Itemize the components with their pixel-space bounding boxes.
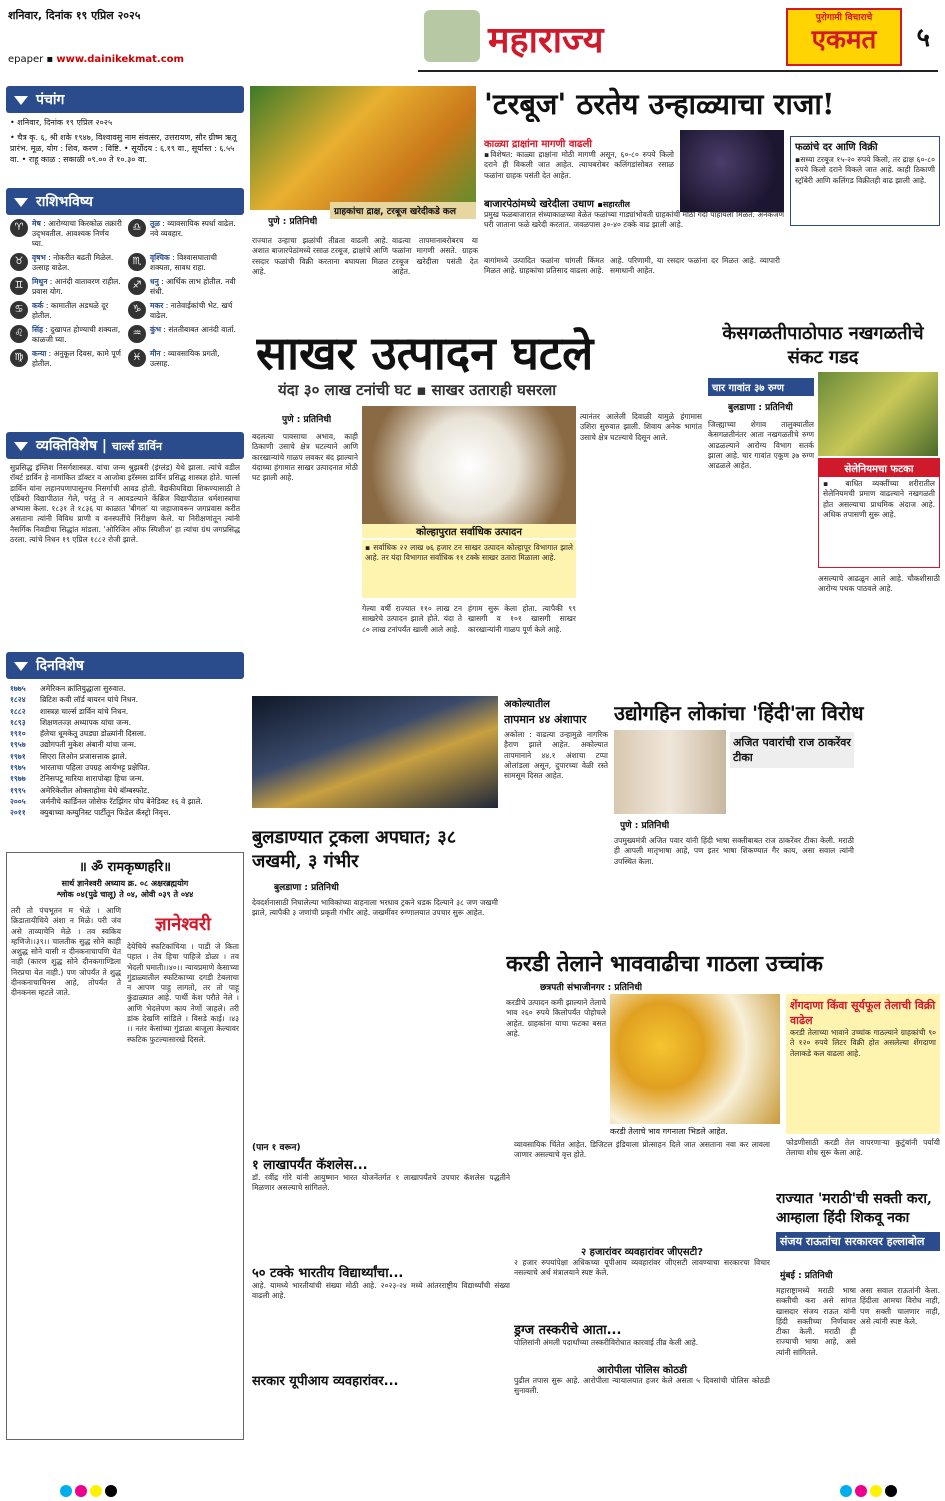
sugar-body-col4: त्यानंतर आलेली दिवाळी यामुळे हंगामास उशिरा सुरुवात झाली. शिवाय अनेक भागांत उसाचे क्षेत्र घटल्याचे दिसून आले.: [580, 412, 702, 442]
dinvishesh-year: १९५७: [10, 740, 26, 750]
dinvishesh-text: क्युबाच्या कम्युनिस्ट पार्टीतून फिडेल कॅस्ट्रो निवृत्त.: [40, 808, 171, 818]
kesgalti-byline: बुलडाणा : प्रतिनिधी: [728, 403, 793, 413]
rashi-text: मिथुन : आनंदी वातावरण राहील. प्रवास योग.: [32, 277, 121, 296]
oil-body: करडीचे उत्पादन कमी झाल्याने तेलाचे भाव २६० रुपये किलोपर्यंत पोहोचले आहेत. ग्राहकांना याचा फटका बसत आहे.: [506, 998, 606, 1038]
rashi-item: [128, 253, 240, 273]
continued-b3: व्यावसायिक चिंतेत आहेत. डिजिटल इंडियाला प्रोत्साहन दिले जात असताना नवा कर लावला जाणार असल्याचे वृत्त होते.: [514, 1140, 770, 1160]
dinvishesh-text: जर्मनीचे कार्डिनल जोसेफ रॅटझिंगर पोप बेनेडिक्ट १६ वे झाले.: [40, 796, 203, 806]
marathi-kicker: संजय राऊतांचा सरकारवर हल्लाबोल: [776, 1232, 940, 1251]
sugar-byline: पुणे : प्रतिनिधी: [282, 415, 332, 425]
dinvishesh-item: [10, 706, 240, 717]
sugar-subhead: यंदा ३० लाख टनांची घट ▪ साखर उताराही घसरला: [278, 381, 557, 399]
rashi-text: तूळ : व्यावसायिक स्पर्धा वाढेल. नवे व्यवहार.: [150, 219, 236, 238]
rashi-text: वृश्चिक : विश्वासघाताची शक्यता, सावध राहा.: [150, 253, 217, 272]
rashi-desc: आर्थिक लाभ होतील. नवी संधी.: [150, 277, 236, 296]
rashi-text: धनु : आर्थिक लाभ होतील. नवी संधी.: [150, 277, 236, 296]
rashi-name: कर्क: [32, 301, 44, 310]
rashi-text: सिंह : दुखापत होण्याची शक्यता, काळजी घ्या.: [32, 325, 121, 344]
vyakti-body: सुप्रसिद्ध इंग्लिश निसर्गशास्त्रज्ञ. यांचा जन्म श्रुझबरी (इंग्लंड) येथे झाला. त्यांचे वडील रॉबर्ट डार्विन हे नामांकित डॉक्टर व आजोबा इरॅस्मस डार्विन प्रसिद्ध शास्त्रज्ञ होते. चार्ल्स डार्विन यांना लहानपणापासूनच निसर्गाची आवड होती. वैद्यकीयविद्या शिकण्यासाठी ते एडिंबरो विद्यापीठात गेले, परंतु ते न आवडल्याने केंब्रिज विद्यापीठात धर्मशास्त्राचा अभ्यास केला. १८३१ ते १८३६ या काळात 'बीगल' या जहाजावरून जगप्रवास करीत असताना त्यांनी विविध प्राणी व वनस्पतींचे निरीक्षण केले. या निरीक्षणांतून त्यांनी नैसर्गिक निवडीचा सिद्धांत मांडला. 'ओरिजिन ऑफ स्पिशीज' हा त्यांचा ग्रंथ जगप्रसिद्ध ठरला. त्यांचे निधन १९ एप्रिल १८८२ रोजी झाले.: [10, 463, 240, 545]
tarbuj-body-col1: राज्यात उन्हाचा झळांची तीव्रता वाढली आहे. अशात बाजारपेठांमध्ये रसाळ टरबूज, द्राक्षांचे आणि रसदार फळांची विक्री करताना बघायला मिळत आहे.: [252, 236, 388, 276]
tarbuj-sub2-place: ▪सहारतील: [597, 200, 630, 209]
registration-marks-right: [840, 1485, 897, 1497]
rashi-item: [128, 219, 240, 249]
fruit-photo-caption: ग्राहकांचा द्राक्ष, टरबूज खरेदीकडे कल: [330, 202, 476, 219]
rashi-name: मिथुन: [32, 277, 48, 286]
rashi-item: [10, 277, 122, 297]
rashi-name: कन्या: [32, 349, 47, 358]
continued-b5: पोलिसांनी अंमली पदार्थांच्या तस्करीविरोधात कारवाई तीव्र केली आहे.: [514, 1338, 699, 1347]
black-dot: [105, 1485, 117, 1497]
brand-logo: [786, 8, 902, 66]
dinvishesh-text: हॅलेचा धूमकेतू उघड्या डोळ्यांनी दिसला.: [40, 729, 147, 739]
sugar-body-col3: हंगाम सुरू केला होता. त्यापैकी ९९ खासगी व १०१ खासगी साखर कारखान्यांनी गाळप पूर्ण केले आहे.: [468, 604, 576, 634]
dinvishesh-text: ब्रिटिश कवी लॉर्ड बायरन यांचे निधन.: [40, 695, 139, 705]
oil-byline: छत्रपती संभाजीनगर : प्रतिनिधी: [540, 983, 643, 993]
arrow-icon: [14, 442, 28, 451]
zodiac-icon: ♐: [128, 277, 146, 295]
tarbuj-body-col4: आहे. परिणामी, या रसदार फळांना दर मिळत आहे. व्यापारी समाधानी आहेत.: [610, 256, 780, 276]
yellow-dot: [870, 1485, 882, 1497]
tarbuj-body-col3: बागांमध्ये उत्पादित फळांना चांगली किंमत मिळत आहे. ग्राहकांचा प्रतिसाद वाढला आहे.: [484, 256, 604, 276]
tarbuj-byline: पुणे : प्रतिनिधी: [268, 217, 318, 227]
arrow-icon: [14, 662, 28, 671]
rashi-grid: [6, 215, 244, 373]
tarbuj-headline: 'टरबूज' ठरतेय उन्हाळ्याचा राजा!: [484, 87, 835, 121]
dinvishesh-year: १९९५: [10, 785, 26, 795]
dinvishesh-item: [10, 807, 240, 818]
continued-h1: १ लाखापर्यंत कॅशलेस...: [252, 1158, 368, 1173]
continued-section: [252, 1140, 510, 1440]
dinvishesh-item: [10, 717, 240, 728]
arrow-icon: [14, 96, 28, 105]
zodiac-icon: ♑: [128, 301, 146, 319]
sugar-body-col2: गेल्या वर्षी राज्यात ११० लाख टन साखरेचे उत्पादन झाले होते. यंदा ते ८० लाख टनांपर्यंत खाली आले आहे.: [362, 604, 462, 634]
rashi-name: मेष: [32, 219, 41, 228]
sugar-caption-box: [362, 540, 576, 598]
sugar-caption-body: ▪ सर्वाधिक २२ लाख ७६ हजार टन साखर उत्पादन कोल्हापूर विभागात झाले आहे. तर यंदा विभागात सर्वाधिक ११ टक्के साखर उतारा मिळाला आहे.: [365, 543, 573, 563]
rashi-text: वृषभ : नोकरीत बढती मिळेल. उत्साह वाढेल.: [32, 253, 114, 272]
dinvishesh-item: [10, 694, 240, 705]
zodiac-icon: ♉: [10, 253, 28, 271]
fruit-photo: [250, 86, 476, 210]
epaper-link[interactable]: epaper ▪ www.dainikekmat.com: [8, 54, 184, 65]
rashi-item: [128, 301, 240, 321]
tarbuj-sub2-title: बाजारपेठांमध्ये खरेदीला उधाण: [484, 199, 594, 210]
oil-headline: करडी तेलाने भाववाढीचा गाठला उच्चांक: [506, 951, 823, 977]
dinvishesh-item: [10, 728, 240, 739]
continued-b2: आहे. यामध्ये भारतीयांची संख्या मोठी आहे. २०२३-२४ मध्ये आंतरराष्ट्रीय विद्यार्थ्यांची संख्या वाढली आहे.: [252, 1281, 510, 1301]
tarbuj-body-col2: वाढत्या तापमानाबरोबरच या फळांना मागणी असते. ग्राहक टरबूज खरेदीला पसंती देत आहेत.: [392, 236, 478, 276]
page-number: ५: [916, 23, 930, 53]
dinvishesh-year: १९१०: [10, 729, 26, 739]
continued-col2: [514, 1140, 770, 1440]
issue-date: शनिवार, दिनांक १९ एप्रिल २०२५: [8, 9, 141, 22]
rashi-desc: आरोग्याचा किरकोळ तक्रारी उद्‌भवतील. आवश्यक निर्णय घ्या.: [32, 219, 122, 248]
magenta-dot: [75, 1485, 87, 1497]
epaper-label: epaper: [8, 54, 44, 65]
vyakti-title: व्यक्तिविशेष: [36, 438, 98, 454]
dinvishesh-text: सिएरा लिओन प्रजासत्ताक झाले.: [40, 751, 127, 761]
cyan-dot: [840, 1485, 852, 1497]
rashi-text: कर्क : कामातील अडथळे दूर होतील.: [32, 301, 109, 320]
kesgalti-subhead: चार गावांत ३७ रुग्ण: [708, 378, 814, 396]
dinvishesh-year: १९७१: [10, 751, 26, 761]
rashi-name: मीन: [150, 349, 161, 358]
rashi-text: कुंभ : संततीबाबत आनंदी वार्ता.: [150, 325, 236, 334]
akola-body: अकोला : वाढत्या उन्हामुळे नागरिक हैराण झाले आहेत. अकोल्यात तापमानाने ४४.१ अंशाचा टप्पा ओलांडला असून, दुपारच्या वेळी रस्ते सामसूम दिसत आहेत.: [504, 730, 608, 781]
hindi-byline: पुणे : प्रतिनिधी: [620, 821, 670, 831]
rashi-name: सिंह: [32, 325, 43, 334]
cyan-dot: [60, 1485, 72, 1497]
rashi-desc: आनंदी वातावरण राहील. प्रवास योग.: [32, 277, 121, 296]
vyakti-name: चार्ल्स डार्विन: [111, 440, 162, 453]
price-box-title: फळांचे दर आणि विक्री: [795, 142, 878, 153]
rashi-item: [128, 325, 240, 345]
sugar-body-col1: बदलत्या पावसाचा अभाव, काही ठिकाणी उसाचे क्षेत्र घटल्याने आणि कारखान्यांचे गाळप लवकर बंद झाल्याने यंदाच्या हंगामात साखर उत्पादनात मोठी घट झाली आहे.: [252, 432, 358, 483]
continued-h4: २ हजारांवर व्यवहारांवर जीएसटी?: [580, 1247, 704, 1258]
rashi-desc: संततीबाबत आनंदी वार्ता.: [168, 325, 236, 334]
akola-kicker: अकोल्यातील: [504, 699, 550, 710]
rashi-desc: विश्वासघाताची शक्यता, सावध राहा.: [150, 253, 217, 272]
panchang-header: [6, 86, 244, 113]
sugar-photo-caption: कोल्हापुरात सर्वाधिक उत्पादन: [362, 524, 576, 538]
oil-photo: [610, 994, 780, 1124]
rashi-desc: नोकरीत बढती मिळेल. उत्साह वाढेल.: [32, 253, 114, 272]
selenium-body: ▪ बाधित व्यक्तींच्या शरीरातील सेलेनियमची प्रमाण वाढल्याने नखगळती होत असल्याचा प्राथमिक अंदाज आहे. अधिक तपासणी सुरू आहे.: [823, 479, 935, 519]
dinvishesh-item: [10, 739, 240, 750]
dinvishesh-text: अमेरिकन क्रांतियुद्धाला सुरुवात.: [40, 684, 126, 693]
panchang-date: • शनिवार, दिनांक १९ एप्रिल २०२५: [10, 118, 113, 127]
rashi-desc: कामातील अडथळे दूर होतील.: [32, 301, 109, 320]
dinvishesh-section: [6, 652, 244, 844]
vyakti-section: [6, 432, 244, 644]
rashi-name: तूळ: [150, 219, 160, 228]
dinvishesh-header: [6, 652, 244, 679]
marathi-headline: राज्यात 'मराठी'ची सक्ती करा, आम्हाला हिंदी शिकवू नका: [776, 1191, 932, 1226]
accident-body: देवदर्शनासाठी निघालेल्या भाविकांच्या वाहनाला भरधाव ट्रकने धडक दिल्याने ३८ जण जखमी झाले, त्यापैकी ३ जणांची प्रकृती गंभीर आहे. जखमींवर रुग्णालयात उपचार सुरू आहेत.: [252, 898, 498, 918]
continued-h3: सरकार यूपीआय व्यवहारांवर...: [252, 1374, 399, 1389]
dinvishesh-item: [10, 785, 240, 796]
hindi-kicker: अजित पवारांची राज ठाकरेंवर टीका: [730, 732, 854, 768]
rashi-item: [10, 301, 122, 321]
continued-h5: ड्रग्ज तस्करीचे आता...: [514, 1323, 622, 1338]
rashi-text: कन्या : अनुकूल दिवस, कामे पूर्ण होतील.: [32, 349, 121, 368]
maharashtra-map-icon: [424, 10, 480, 62]
rashi-section: [6, 188, 244, 424]
dinvishesh-item: [10, 762, 240, 773]
devotional-col1: तरी तो पंचभूतन म भेळे । आणि क्रिडातायीचिये अंशा न मिळे। परी जंव असे ताव्याचेनि मेळे । तव स्वकिय म्हणिजे।।३९।। चालतीक सुद्ध सोने काही अशुद्ध सोने यासी न दीनकनाचापणि येत नाही (कारण शुद्ध सोने दीनकगाण्डिला निरप्रचा येत नाही.) पण जोपर्यंत ते शुद्ध दीनकनाचाचिनस आहे, तोपर्यंत ते दीनकनस म्हटले जाते.: [11, 906, 121, 998]
accident-byline: बुलडाणा : प्रतिनिधी: [274, 883, 339, 893]
panchang-title: पंचांग: [36, 92, 65, 108]
oil-box-title: शेंगदाणा किंवा सूर्यफूल तेलाची विक्री वाढेल: [790, 999, 936, 1027]
dinvishesh-text: उद्योगपती मुकेश अंबानी यांचा जन्म.: [40, 740, 137, 750]
rashi-header: [6, 188, 244, 215]
dinvishesh-year: १९७७: [10, 774, 26, 784]
price-box-body: ▪सध्या टरबूज १५-२० रुपये किलो, तर द्राक्ष ६०-८० रुपये किलो दराने विकले जात आहे. काही ठिकाणी स्ट्रॉबेरी आणि कलिंगड विक्रीतही वाढ झाली आहे.: [795, 155, 935, 185]
oil-box: [786, 994, 940, 1134]
black-dot: [885, 1485, 897, 1497]
dinvishesh-year: २०११: [10, 808, 26, 818]
dinvishesh-title: दिनविशेष: [36, 658, 84, 674]
dinvishesh-text: अमेरिकेतील ओक्लाहोमा येथे बॉम्बस्फोट.: [40, 785, 150, 795]
rashi-name: धनु: [150, 277, 159, 286]
rashi-text: मीन : व्यावसायिक प्रगती, उत्साह.: [150, 349, 220, 368]
registration-marks-left: [60, 1485, 117, 1497]
sugar-headline: साखर उत्पादन घटले: [256, 326, 594, 380]
oil-photo-caption: करडी तेलाचे भाव गगनाला भिडले आहेत.: [610, 1127, 728, 1136]
zodiac-icon: ♈: [10, 219, 28, 237]
price-box: [790, 136, 940, 226]
dinvishesh-item: [10, 773, 240, 784]
rashi-item: [10, 349, 122, 369]
dinvishesh-text: भारताचा पहिला उपग्रह आर्यभट्ट प्रक्षेपित.: [40, 763, 150, 773]
dinvishesh-year: १८२४: [10, 695, 26, 705]
rashi-desc: व्यावसायिक प्रगती, उत्साह.: [150, 349, 220, 368]
dinvishesh-year: १९७५: [10, 763, 26, 773]
dinvishesh-list: [6, 679, 244, 823]
rashi-item: [10, 253, 122, 273]
continued-h6: आरोपीला पोलिस कोठडी: [597, 1365, 687, 1376]
rashi-item: [128, 349, 240, 369]
rashi-desc: अनुकूल दिवस, कामे पूर्ण होतील.: [32, 349, 121, 368]
rashi-name: वृश्चिक: [150, 253, 170, 262]
kesgalti-headline: केसगळतीपाठोपाठ नखगळतीचे संकट गडद: [722, 323, 924, 368]
zodiac-icon: ♒: [128, 325, 146, 343]
epaper-site: www.dainikekmat.com: [56, 54, 184, 65]
zodiac-icon: ♎: [128, 219, 146, 237]
continued-b4: २ हजार रुपयांपेक्षा अधिकच्या यूपीआय व्यवहारांवर जीएसटी लावण्याचा सरकारचा विचार नसल्याचे अर्थ मंत्रालयाने स्पष्ट केले.: [514, 1258, 770, 1278]
devotional-verse-ref: श्लोक ०४(पुढे चालू) ते ०४, ओवी ०३९ ते ०४४: [56, 890, 194, 899]
selenium-title: सेलेनियमचा फटका: [819, 459, 939, 477]
hindi-body: उपमुख्यमंत्री अजित पवार यांनी हिंदी भाषा सक्तीबाबत राज ठाकरेंवर टीका केली. मराठी ही आपली मातृभाषा आहे, पण इतर भाषा शिकण्यात गैर काय, असा सवाल त्यांनी उपस्थित केला.: [614, 836, 854, 866]
panchang-body: • चैत्र कृ. ६, श्री शके १९४७, विश्वावसु नाम संवत्सर, उत्तरायण, सौर ग्रीष्म ऋतू प्रारंभ. मूळ, योग : शिव, करण : विष्टि. • सूर्योदय : ६.१९ वा., सूर्यास्त : ६.५५ वा. • राहू काळ : सकाळी ०९.०० ते १०.३० वा.: [10, 133, 237, 164]
continued-b6: पुढील तपास सुरू आहे. आरोपीला न्यायालयात हजर केले असता ५ दिवसांची पोलिस कोठडी सुनावली.: [514, 1376, 770, 1396]
kesgalti-body: जिल्ह्याच्या शेगाव तालुक्यातील केसगळतीनंतर आता नखगळतीचे रुग्ण आढळल्याने आरोग्य विभाग सतर्क झाला आहे. चार गावांत एकूण ३७ रुग्ण आढळले आहेत.: [708, 420, 814, 471]
tarbuj-sub2: [484, 196, 784, 210]
dinvishesh-text: शिक्षणतज्ज्ञ अध्यापक यांचा जन्म.: [40, 717, 132, 727]
rashi-title: राशिभविष्य: [36, 194, 93, 210]
rashi-name: मकर: [150, 301, 164, 310]
dinvishesh-year: २००५: [10, 796, 26, 806]
devotional-title: ॥ ॐ रामकृष्णहरि॥: [78, 860, 172, 875]
section-title: महाराज्य: [488, 19, 604, 61]
tarbuj-sub2-body: प्रमुख फळबाजारात संध्याकाळच्या वेळेत फळांच्या गाड्यांभोवती ग्राहकांची मोठी गर्दी पाहायला मिळते. अनेकजण घरी जाताना फळे खरेदी करतात. जवळपास ३०-४० टक्के वाढ झाली आहे.: [484, 210, 784, 230]
marathi-byline: मुंबई : प्रतिनिधी: [780, 1271, 833, 1281]
dinvishesh-text: शास्त्रज्ञ चार्ल्स डार्विन यांचे निधन.: [40, 706, 129, 716]
rashi-desc: व्यावसायिक स्पर्धा वाढेल. नवे व्यवहार.: [150, 219, 236, 238]
rashi-text: मकर : नातेवाईकांची भेट. खर्च वाढेल.: [150, 301, 233, 320]
rashi-desc: नातेवाईकांची भेट. खर्च वाढेल.: [150, 301, 233, 320]
rashi-name: वृषभ: [32, 253, 46, 262]
rashi-desc: दुखापत होण्याची शक्यता, काळजी घ्या.: [32, 325, 121, 344]
rashi-text: मेष : आरोग्याचा किरकोळ तक्रारी उद्‌भवतील. आवश्यक निर्णय घ्या.: [32, 219, 122, 248]
sugar-photo: [362, 406, 576, 526]
continued-b1: डॉ. रवींद्र गोरे यांनी आयुष्मान भारत योजनेंतर्गत १ लाखापर्यंतचे उपचार कॅशलेस पद्धतीने मिळणार असल्याचे सांगितले.: [252, 1173, 510, 1193]
rashi-item: [10, 325, 122, 345]
dinvishesh-item: [10, 751, 240, 762]
zodiac-icon: ♋: [10, 301, 28, 319]
marathi-body: महाराष्ट्रामध्ये मराठी भाषा सक्तीची करा असे सांगत खासदार संजय राऊत यांनी हिंदी सक्तीच्या निर्णयावर टीका केली. मराठी ही राज्याची भाषा आहे, असे त्यांनी सांगितले.: [776, 1286, 856, 1357]
rashi-name: कुंभ: [150, 325, 162, 334]
zodiac-icon: ♊: [10, 277, 28, 295]
oil-box-body: करडी तेलाच्या भावाने उच्चांक गाठल्याने ग्राहकांची ९० ते १२० रुपये लिटर विक्री होत असलेल्या शेंगदाणा तेलाकडे कल वाढला आहे.: [790, 1028, 936, 1058]
dinvishesh-item: [10, 796, 240, 807]
devotional-subtitle: सार्थ ज्ञानेश्वरी अध्याय क्र. ०८ अक्षरब्रह्मयोग: [61, 879, 189, 888]
tarbuj-sub1-body: ▪विशेषत: काळ्या द्राक्षांना मोठी मागणी असून, ६०-८० रुपये किलो दराने ही विकली जात आहेत. त्याचबरोबर कलिंगडांसोबत रसाळ फळांना ग्राहक पसंती देत आहेत.: [484, 150, 674, 180]
vyakti-header: व्यक्तिविशेष | चार्ल्स डार्विन: [6, 432, 244, 459]
marathi-body2: असा सवाल राऊतांनी केला. हिंदीला आमचा विरोध नाही, पण सक्ती चालणार नाही, असे त्यांनी स्पष्ट केले.: [860, 1286, 940, 1326]
dinvishesh-year: १८९३: [10, 717, 26, 727]
continued-label: (पान १ वरून): [252, 1143, 301, 1153]
dinvishesh-text: टेनिसपटू मारिया शारापोव्हा हिचा जन्म.: [40, 774, 145, 784]
zodiac-icon: ♓: [128, 349, 146, 367]
akola-headline: तापमान ४४ अंशापार: [504, 713, 587, 726]
kesgalti-photo: [818, 372, 938, 456]
dinvishesh-year: १७७५: [10, 684, 26, 693]
tarbuj-sub1: काळ्या द्राक्षांना मागणी वाढली: [484, 139, 592, 150]
rashi-item: [128, 277, 240, 297]
devotional-section: [6, 852, 244, 1440]
yellow-dot: [90, 1485, 102, 1497]
devotional-col2: देयेचिये स्फटिकांचिया । पाडी जे किता पहात । तेव हिचा पाहिजे डोळा । तव भेदली घमाती।।४०।। न्यायप्रमाणे केसाच्या गुंडाळ्यातील स्फटिकाच्या दगडी टेबलाचा न आपण पाहु लागतो, तर तो पाहू कुंडाळ्यात आहे. पार्थी केश परौते नेले । आणि भेदलेपण काय नेणों जाहले। तरी डांक देखणि सांडिले । विसडे काई। ।४३ ।। नतंर केसांच्या गुंडाळा बाजूला केल्यावर स्फटिक फुटल्यासारखे दिसले.: [127, 942, 239, 1044]
zodiac-icon: ♏: [128, 253, 146, 271]
panchang-section: [6, 86, 244, 166]
selenium-box: [818, 458, 940, 568]
ajit-raj-photo: [614, 730, 726, 814]
zodiac-icon: ♌: [10, 325, 28, 343]
hindi-headline: उद्योगहिन लोकांचा 'हिंदी'ला विरोध: [614, 701, 864, 725]
accident-headline: बुलडाण्यात ट्रकला अपघात; ३८ जखमी, ३ गंभीर: [252, 827, 457, 872]
masthead: [418, 4, 938, 72]
brand-tagline: पुरोगामी विचाराचे: [815, 13, 873, 23]
continued-h2: ५० टक्के भारतीय विद्यार्थ्यांचा...: [252, 1266, 404, 1281]
accident-photo: [252, 696, 498, 808]
kesgalti-body2: असल्याचे आढळून आले आहे. चौकशीसाठी आरोग्य पथक पाठवले आहे.: [818, 574, 940, 594]
dinvishesh-item: [10, 683, 240, 694]
rashi-item: [10, 219, 122, 249]
zodiac-icon: ♍: [10, 349, 28, 367]
arrow-icon: [14, 198, 28, 207]
dinvishesh-year: १८८२: [10, 706, 26, 716]
brand-name: एकमत: [811, 25, 877, 55]
oil-body2: फोडणीसाठी करडी तेल वापरणाऱ्या कुटुंबांनी पर्यायी तेलाचा शोध सुरू केला आहे.: [786, 1138, 940, 1158]
magenta-dot: [855, 1485, 867, 1497]
dnyaneshwari-logo: ज्ञानेश्वरी: [155, 914, 211, 935]
